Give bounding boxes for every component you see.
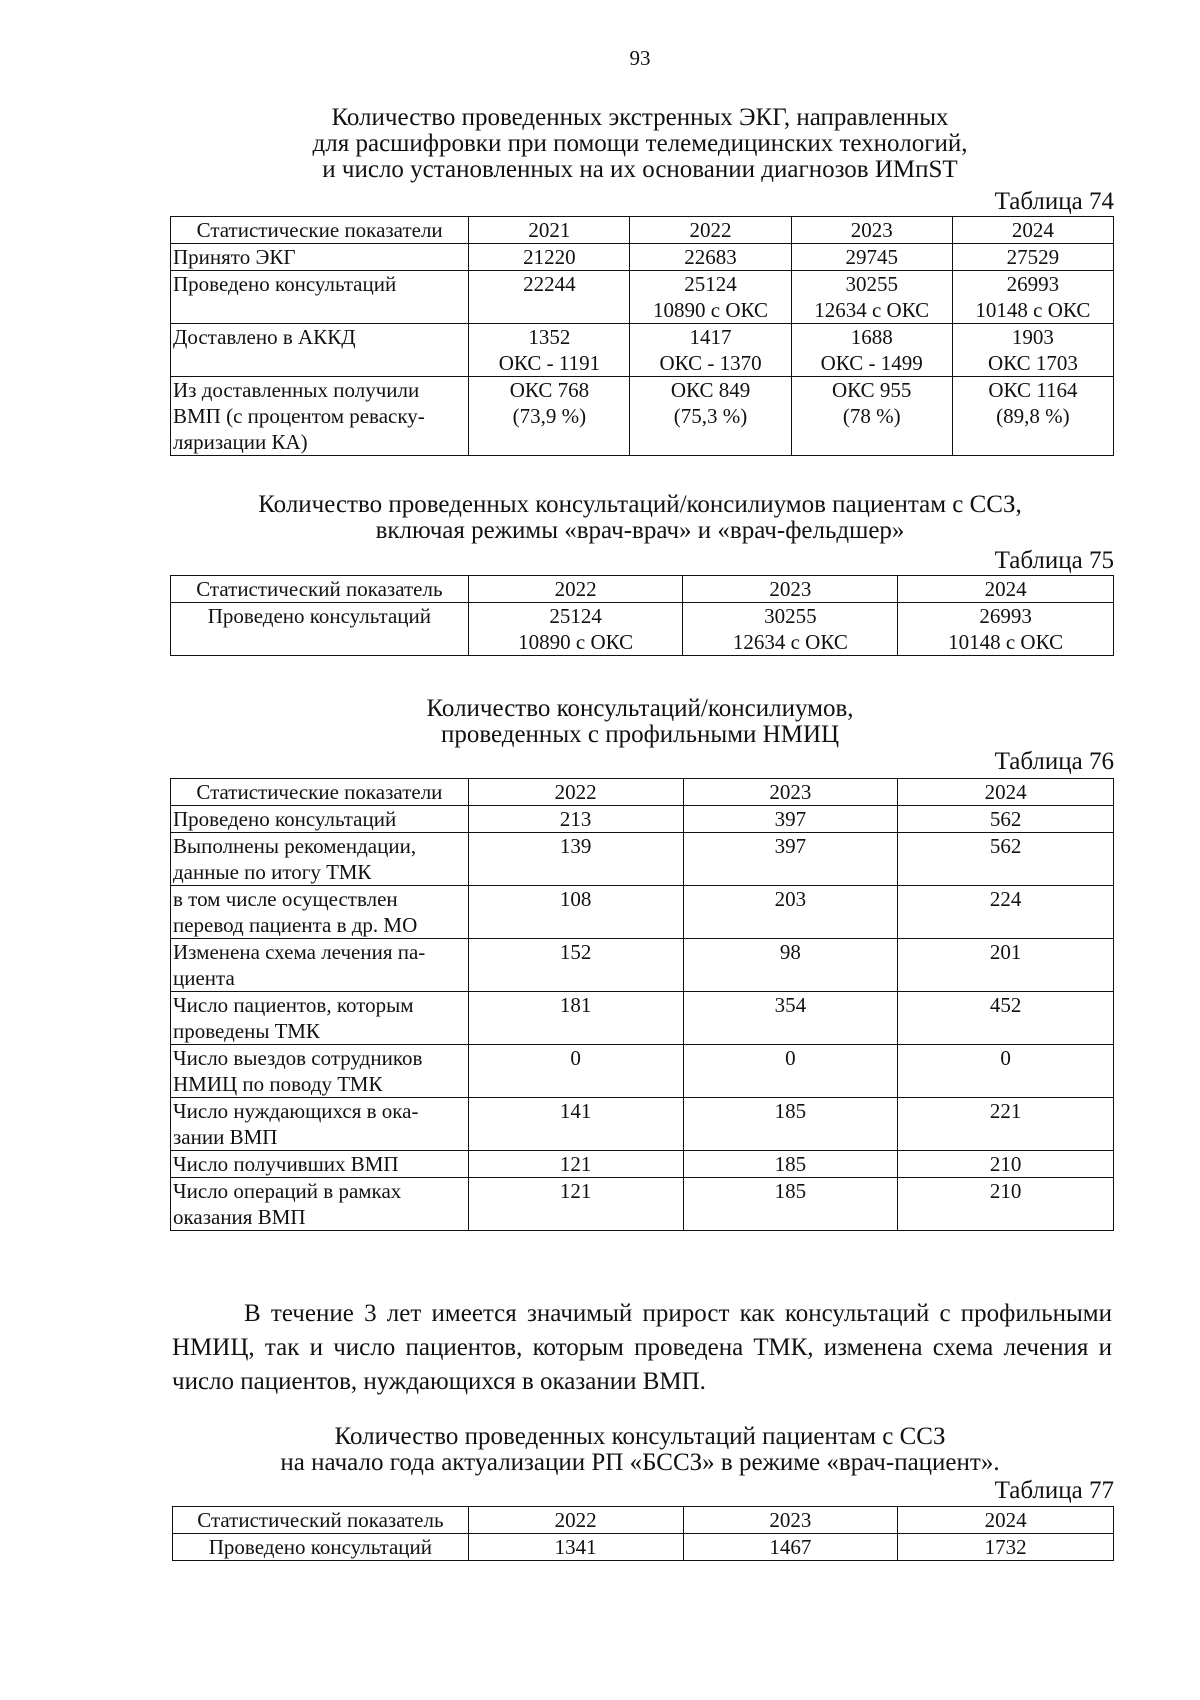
table-cell: 224 [898, 886, 1114, 939]
row-label [171, 992, 469, 1045]
table-75-label: Таблица 75 [994, 547, 1114, 574]
row-label [171, 377, 469, 456]
table-row [171, 1178, 1114, 1231]
row-label: Проведено консультаций [173, 1534, 469, 1561]
cell-line: Проведено консультаций [173, 807, 397, 831]
row-label [171, 1098, 469, 1151]
table-cell [683, 603, 898, 656]
heading-line: на начало года актуализации РП «БССЗ» в режиме «врач-пациент». [280, 1449, 1000, 1476]
row-label [171, 324, 469, 377]
cell-line: перевод пациента в др. МО [173, 913, 418, 937]
column-header: 2022 [468, 576, 683, 603]
table-cell: 181 [468, 992, 683, 1045]
cell-line: ОКС 1164 [988, 378, 1078, 402]
table-row [171, 806, 1114, 833]
table-cell: 210 [898, 1151, 1114, 1178]
cell-line: зании ВМП [173, 1125, 278, 1149]
cell-line: ОКС - 1191 [498, 351, 601, 375]
cell-line: ОКС 768 [509, 378, 590, 402]
table-75-heading [160, 492, 1120, 544]
table-cell [791, 377, 952, 456]
cell-line: 25124 [684, 272, 737, 296]
table-header-row [171, 576, 1114, 603]
table-cell: 354 [683, 992, 898, 1045]
table-cell: 210 [898, 1178, 1114, 1231]
cell-line: Принято ЭКГ [173, 245, 296, 269]
table-cell: 0 [468, 1045, 683, 1098]
cell-line: 26993 [979, 604, 1032, 628]
cell-line: (89,8 %) [996, 404, 1070, 428]
table-cell [952, 377, 1113, 456]
column-header: 2022 [468, 1507, 683, 1534]
cell-line: в том числе осуществлен [173, 887, 398, 911]
heading-line: для расшифровки при помощи телемедицинских технологий, [312, 130, 968, 157]
row-label [171, 244, 469, 271]
heading-line: Количество проведенных консультаций пациентам с ССЗ [334, 1423, 946, 1450]
table-row [171, 992, 1114, 1045]
table-cell: 213 [468, 806, 683, 833]
cell-line: (75,3 %) [673, 404, 748, 428]
cell-line: 1688 [850, 325, 893, 349]
cell-line: 30255 [845, 272, 898, 296]
table-row [171, 244, 1114, 271]
column-header: Статистические показатели [171, 217, 469, 244]
column-header: 2023 [791, 217, 952, 244]
cell-line: 10890 с ОКС [653, 298, 769, 322]
table-cell [630, 271, 791, 324]
table-cell [952, 244, 1113, 271]
column-header: 2022 [468, 779, 683, 806]
cell-line: 1417 [689, 325, 732, 349]
table-cell: 203 [683, 886, 898, 939]
heading-line: проведенных с профильными НМИЦ [440, 721, 840, 748]
table-row [171, 1151, 1114, 1178]
cell-line: 1352 [528, 325, 571, 349]
column-header: 2023 [683, 1507, 898, 1534]
cell-line: (78 %) [842, 404, 901, 428]
row-label: Проведено консультаций [171, 603, 469, 656]
table-row [171, 377, 1114, 456]
cell-line: ОКС 955 [832, 378, 912, 402]
summary-paragraph [172, 1297, 1112, 1399]
table-cell: 185 [683, 1098, 898, 1151]
table-cell: 121 [468, 1151, 683, 1178]
cell-line: 26993 [1006, 272, 1060, 296]
table-cell [469, 244, 630, 271]
table-75 [170, 575, 1114, 656]
table-76 [170, 778, 1114, 1231]
column-header: 2023 [683, 779, 898, 806]
table-cell [952, 271, 1113, 324]
cell-line: Число нуждающихся в ока- [173, 1099, 419, 1123]
row-label [171, 1045, 469, 1098]
table-cell: 1467 [683, 1534, 898, 1561]
table-77 [172, 1506, 1114, 1561]
cell-line: 22244 [523, 272, 576, 296]
table-cell: 0 [683, 1045, 898, 1098]
table-cell [469, 377, 630, 456]
table-cell [630, 324, 791, 377]
table-cell [630, 377, 791, 456]
heading-line: включая режимы «врач-врач» и «врач-фельдшер» [375, 517, 905, 544]
table-row [171, 1098, 1114, 1151]
table-cell [791, 271, 952, 324]
row-label [171, 886, 469, 939]
table-cell [952, 324, 1113, 377]
cell-line: ляризации КА) [173, 430, 308, 454]
cell-line: ОКС - 1499 [820, 351, 923, 375]
table-cell: 562 [898, 833, 1114, 886]
cell-line: НМИЦ по поводу ТМК [173, 1072, 383, 1096]
table-cell: 201 [898, 939, 1114, 992]
table-row [171, 833, 1114, 886]
paragraph-text: В течение 3 лет имеется значимый прирост как консультаций с профильными НМИЦ, так и число пациентов, которым проведена ТМК, изменена схема лечения и число пациентов, нуждающихся в оказании ВМП. [172, 1300, 1112, 1395]
column-header: Статистические показатели [171, 779, 469, 806]
column-header: 2024 [898, 1507, 1114, 1534]
cell-line: ОКС 1703 [987, 351, 1078, 375]
column-header: 2024 [898, 576, 1114, 603]
table-cell: 0 [898, 1045, 1114, 1098]
table-cell [469, 324, 630, 377]
table-row [171, 939, 1114, 992]
cell-line: Проведено консультаций [173, 272, 397, 296]
page-number: 93 [629, 46, 651, 70]
table-cell: 152 [468, 939, 683, 992]
cell-line: циента [173, 966, 235, 990]
table-76-label: Таблица 76 [994, 748, 1114, 775]
cell-line: (73,9 %) [512, 404, 587, 428]
column-header: Статистический показатель [171, 576, 469, 603]
table-cell [791, 324, 952, 377]
cell-line: Число получивших ВМП [173, 1152, 399, 1176]
table-74 [170, 216, 1114, 456]
table-76-heading [160, 696, 1120, 748]
cell-line: 10148 с ОКС [948, 630, 1064, 654]
table-74-heading [160, 105, 1120, 183]
table-77-heading [160, 1424, 1120, 1476]
cell-line: проведены ТМК [173, 1019, 320, 1043]
row-label [171, 1151, 469, 1178]
table-74-label: Таблица 74 [994, 188, 1114, 215]
table-row [173, 1534, 1114, 1561]
cell-line: Изменена схема лечения па- [173, 940, 426, 964]
table-cell [898, 603, 1114, 656]
table-cell [630, 244, 791, 271]
column-header: 2023 [683, 576, 898, 603]
cell-line: 30255 [764, 604, 817, 628]
column-header: Статистический показатель [173, 1507, 469, 1534]
table-cell: 185 [683, 1151, 898, 1178]
table-row [171, 271, 1114, 324]
table-cell: 221 [898, 1098, 1114, 1151]
cell-line: Число выездов сотрудников [173, 1046, 423, 1070]
cell-line: 29745 [845, 245, 898, 269]
heading-line: и число установленных на их основании диагнозов ИМпST [322, 156, 958, 183]
table-cell: 562 [898, 806, 1114, 833]
row-label [171, 1178, 469, 1231]
cell-line: Число операций в рамках [173, 1179, 402, 1203]
table-row [171, 324, 1114, 377]
cell-line: 10890 с ОКС [518, 630, 634, 654]
table-cell [469, 271, 630, 324]
table-cell: 1732 [898, 1534, 1114, 1561]
heading-line: Количество проведенных экстренных ЭКГ, направленных [331, 104, 949, 131]
cell-line: ОКС 849 [670, 378, 751, 402]
heading-line: Количество консультаций/консилиумов, [426, 695, 854, 722]
table-77-label: Таблица 77 [994, 1477, 1114, 1504]
table-cell: 397 [683, 806, 898, 833]
cell-line: ВМП (с процентом реваску- [173, 404, 425, 428]
table-cell [791, 244, 952, 271]
cell-line: 21220 [523, 245, 576, 269]
cell-line: 25124 [549, 604, 602, 628]
table-cell: 139 [468, 833, 683, 886]
table-header-row [171, 779, 1114, 806]
column-header: 2021 [469, 217, 630, 244]
cell-line: 12634 с ОКС [732, 630, 848, 654]
column-header: 2024 [952, 217, 1113, 244]
table-cell: 121 [468, 1178, 683, 1231]
table-cell [468, 603, 683, 656]
table-cell: 397 [683, 833, 898, 886]
cell-line: Доставлено в АККД [173, 325, 356, 349]
cell-line: 22683 [684, 245, 737, 269]
cell-line: оказания ВМП [173, 1205, 306, 1229]
column-header: 2024 [898, 779, 1114, 806]
cell-line: 1903 [1011, 325, 1054, 349]
cell-line: ОКС - 1370 [659, 351, 762, 375]
table-cell: 185 [683, 1178, 898, 1231]
table-cell: 98 [683, 939, 898, 992]
table-cell: 141 [468, 1098, 683, 1151]
column-header: 2022 [630, 217, 791, 244]
row-label [171, 939, 469, 992]
row-label [171, 833, 469, 886]
cell-line: 12634 с ОКС [814, 298, 930, 322]
cell-line: Из доставленных получили [173, 378, 420, 402]
cell-line: Выполнены рекомендации, [173, 834, 417, 858]
row-label [171, 806, 469, 833]
table-row [171, 1045, 1114, 1098]
heading-line: Количество проведенных консультаций/консилиумов пациентам с ССЗ, [258, 491, 1022, 518]
table-header-row [173, 1507, 1114, 1534]
cell-line: данные по итогу ТМК [173, 860, 372, 884]
table-row [171, 886, 1114, 939]
cell-line: 27529 [1006, 245, 1060, 269]
table-cell: 452 [898, 992, 1114, 1045]
table-cell: 1341 [468, 1534, 683, 1561]
table-header-row [171, 217, 1114, 244]
table-cell: 108 [468, 886, 683, 939]
cell-line: 10148 с ОКС [975, 298, 1091, 322]
row-label [171, 271, 469, 324]
table-row [171, 603, 1114, 656]
cell-line: Число пациентов, которым [173, 993, 414, 1017]
